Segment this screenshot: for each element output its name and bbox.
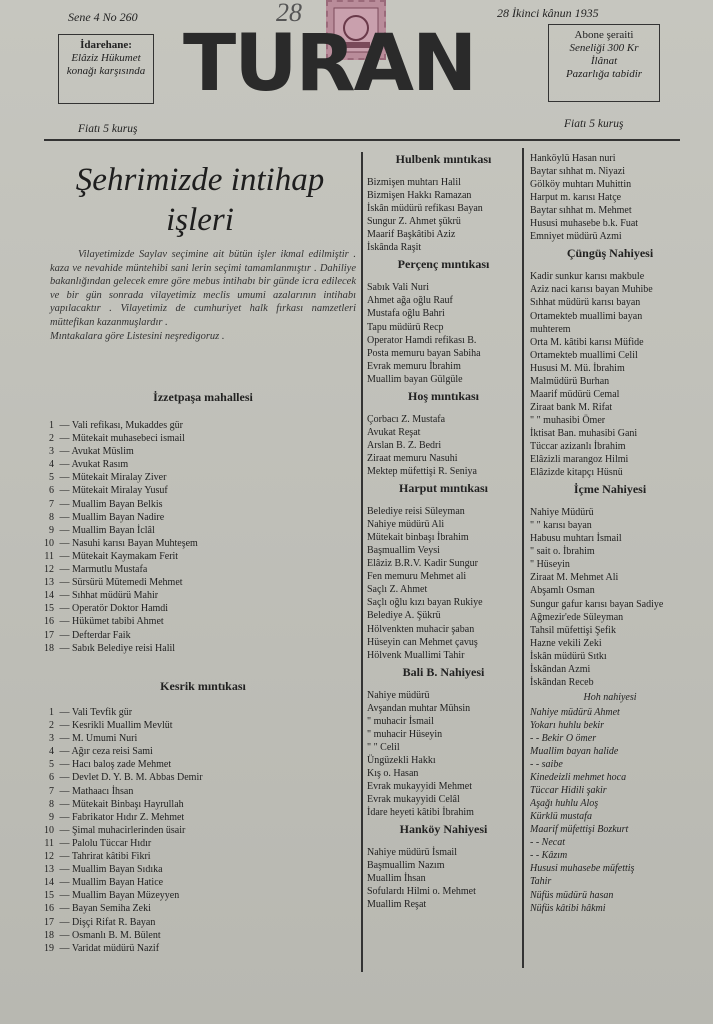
list-item: Başmuallim Veysi (367, 545, 440, 557)
hulbenk-list (367, 176, 520, 254)
item-text: Varidat müdürü Nazif (71, 942, 160, 954)
hos-list (367, 413, 520, 478)
headline (46, 160, 354, 240)
list-item: Hususi M. Mü. İbrahim (530, 362, 625, 374)
item-number: 5 (49, 472, 54, 484)
list-item: Tüccar azizanlı İbrahim (530, 440, 626, 452)
list-item: İskân müdürü refikası Bayan (367, 203, 483, 215)
section-hankoy: Hanköy Nahiyesi (399, 823, 488, 837)
column-divider (522, 148, 524, 968)
item-number: 14 (44, 877, 54, 889)
list-item: Hazne vekili Zeki (530, 637, 602, 649)
item-text: Sabık Belediye reisi Halil (72, 642, 176, 654)
list-item: 17 — Defterdar Faik (30, 629, 355, 642)
list-item: Ziraat memuru Nasuhi (367, 452, 458, 464)
list-item: Elâziz B.R.V. Kadir Sungur (367, 558, 478, 570)
item-text: Hükümet tabibi Ahmet (72, 616, 164, 628)
list-item: Aşağı huhlu Aloş (530, 798, 599, 810)
list-item: Ortamekteb muallimi Celil (530, 349, 638, 361)
list-item: 11 — Mütekait Kaymakam Ferit (30, 550, 355, 563)
harput-list (367, 505, 520, 662)
subscription-line: Pazarlığa tabidir (565, 68, 643, 80)
list-item: Kadir sunkur karısı makbule (530, 271, 645, 283)
item-number: 19 (44, 942, 54, 954)
item-number: 18 (44, 929, 54, 941)
list-item: 7 — Mathaacı İhsan (30, 785, 355, 798)
list-item: Üngüzekli Hakkı (367, 754, 436, 766)
item-number: 11 (44, 837, 54, 849)
cungus-list (530, 270, 690, 479)
issue-number: Sene 4 No 260 (68, 10, 138, 24)
intro-last-line: Mıntakalara göre Listesini neşredigoruz . (50, 330, 225, 342)
list-item: 11 — Palolu Tüccar Hıdır (30, 837, 355, 850)
list-item: 8 — Muallim Bayan Nadire (30, 511, 355, 524)
list-item: 5 — Hacı baloş zade Mehmet (30, 758, 355, 771)
item-text: Vali refikası, Mukaddes gür (71, 420, 183, 431)
item-text: Muallim Bayan Belkis (72, 498, 163, 510)
list-item: Nüfüs müdürü hasan (530, 889, 614, 901)
item-text: Devlet D. Y. B. M. Abbas Demir (72, 772, 203, 784)
list-item: Operator Hamdi refikası B. (367, 334, 477, 346)
list-item: Ziraat M. Mehmet Ali (530, 572, 619, 584)
list-item: 6 — Devlet D. Y. B. M. Abbas Demir (30, 771, 355, 784)
list-item: " sait o. İbrahim (530, 546, 595, 558)
list-item: Harput m. karısı Hatçe (530, 192, 622, 204)
item-text: Muallim Bayan Nadire (72, 511, 165, 523)
item-number: 10 (44, 824, 54, 836)
item-number: 4 (49, 746, 54, 758)
hankoy-list (367, 846, 520, 911)
newspaper-title: TURAN (183, 19, 476, 109)
list-item: Belediye reisi Süleyman (367, 506, 465, 518)
item-text: Tahrirat kâtibi Fikri (71, 851, 151, 863)
item-number: 17 (44, 629, 54, 641)
issue-date: 28 İkinci kânun 1935 (497, 6, 599, 20)
list-item: Ağmezir'ede Süleyman (530, 611, 624, 623)
list-item: " " muhasibi Ömer (530, 414, 606, 426)
item-number: 12 (44, 851, 54, 863)
list-item: 10 — Nasuhi karısı Bayan Muhteşem (30, 537, 355, 550)
list-item: Sofulardı Hilmi o. Mehmet (367, 886, 476, 898)
item-number: 2 (49, 720, 54, 732)
list-item: Nahiye müdürü Ali (367, 519, 445, 531)
list-item: Nüfüs kâtibi hâkmi (530, 902, 606, 914)
subscription-line: İlânat (590, 55, 618, 67)
list-item: Aziz naci karısı bayan Muhibe (530, 284, 653, 296)
list-item: - - Necat (530, 837, 565, 849)
list-item: 4 — Avukat Rasım (30, 458, 355, 471)
price-right: Fiatı 5 kuruş (564, 118, 624, 130)
list-item: Orta M. kâtibi karısı Müfide (530, 336, 644, 348)
list-item: 15 — Muallim Bayan Müzeyyen (30, 889, 355, 902)
list-item: Avukat Reşat (367, 426, 421, 438)
list-item: Başmuallim Nazım (367, 860, 445, 872)
list-item: Nahiye müdürü (367, 689, 430, 701)
list-item: Sabık Vali Nuri (367, 282, 430, 294)
list-item: Hölvenk Muallimi Tahir (367, 649, 465, 661)
item-number: 13 (44, 864, 54, 876)
section-izzetpasa: İzzetpaşa mahallesi (153, 390, 253, 404)
item-number: 12 (44, 564, 54, 576)
subscription-line: Seneliği 300 Kr (569, 42, 639, 54)
section-harput: Harput mıntıkası (398, 482, 488, 496)
list-item: Muallim bayan Gülgüle (367, 373, 463, 385)
list-item: Avşandan muhtar Mühsin (367, 702, 471, 714)
izzetpasa-list (30, 419, 355, 655)
hoh-list (530, 706, 690, 915)
item-number: 15 (44, 890, 54, 902)
list-item: 9 — Fabrikator Hıdır Z. Mehmet (30, 811, 355, 824)
item-text: Vali Tevfik gür (71, 707, 133, 718)
item-text: Mathaacı İhsan (72, 785, 134, 797)
list-item: Baytar sıhhat m. Niyazi (530, 166, 625, 178)
list-item: Nahiye müdürü Ahmet (530, 706, 620, 718)
list-item: Yokarı huhlu bekir (530, 719, 605, 731)
list-item: Muallim bayan halide (530, 746, 619, 758)
bali-list (367, 689, 520, 819)
list-item: 10 — Şimal muhacirlerinden üsair (30, 824, 355, 837)
item-text: Operatör Doktor Hamdi (72, 603, 169, 615)
list-item: 12 — Marmutlu Mustafa (30, 563, 355, 576)
list-item: 6 — Mütekait Miralay Yusuf (30, 484, 355, 497)
list-item: Çorbacı Z. Mustafa (367, 413, 446, 425)
list-item: Ahmet ağa oğlu Rauf (367, 295, 453, 307)
list-item: Kürklü mustafa (530, 811, 592, 823)
item-number: 18 (44, 642, 54, 654)
list-item: Gölköy muhtarı Muhittin (530, 179, 632, 191)
item-text: Şimal muhacirlerinden üsair (72, 824, 186, 836)
column-2 (367, 153, 520, 911)
item-text: Avukat Müslim (71, 446, 134, 458)
section-hoh: Hoh nahiyesi (583, 691, 637, 703)
list-item: 9 — Muallim Bayan İclâl (30, 524, 355, 537)
list-item: Saçlı Z. Ahmet (367, 584, 428, 596)
list-item: 13 — Muallim Bayan Sıdıka (30, 863, 355, 876)
header-rule (44, 139, 680, 141)
list-item: 8 — Mütekait Binbaşı Hayrullah (30, 798, 355, 811)
icme-list (530, 506, 690, 689)
list-item: Hususi muhasebe müfettiş (530, 863, 635, 875)
price-left: Fiatı 5 kuruş (78, 123, 138, 135)
list-item: " muhacir Hüseyin (367, 728, 443, 740)
list-item: 16 — Bayan Semiha Zeki (30, 902, 355, 915)
list-item: Mektep müfettişi R. Seniya (367, 465, 477, 477)
item-number: 7 (49, 498, 54, 510)
list-item: Sıhhat müdürü karısı bayan (530, 297, 641, 309)
list-item: Hususi muhasebe b.k. Fuat (530, 218, 639, 230)
list-item: 12 — Tahrirat kâtibi Fikri (30, 850, 355, 863)
headline-line-1: Şehrimizde intihap (75, 162, 325, 198)
list-item: İskân müdürü Sıtkı (530, 650, 607, 662)
list-item: Ortamekteb muallimi bayan (530, 310, 643, 322)
item-text: Avukat Rasım (71, 459, 129, 471)
list-item: " " karısı bayan (530, 520, 592, 532)
item-text: Mütekait Miralay Ziver (72, 472, 167, 484)
list-item: Bizmişen muhtarı Halil (367, 177, 461, 189)
list-item: 7 — Muallim Bayan Belkis (30, 498, 355, 511)
list-item: - - Bekir O ömer (530, 732, 597, 744)
list-item: Fen memuru Mehmet ali (367, 571, 467, 583)
list-item: 14 — Sıhhat müdürü Mahir (30, 589, 355, 602)
list-item: Mustafa oğlu Bahri (367, 308, 445, 320)
list-item: Evrak memuru İbrahim (367, 360, 461, 372)
item-number: 5 (49, 759, 54, 771)
list-item: Tüccar Hidili şakir (530, 785, 607, 797)
item-text: Mütekait Kaymakam Ferit (72, 550, 179, 562)
item-number: 1 (49, 707, 54, 718)
item-text: Osmanlı B. M. Bülent (72, 929, 161, 941)
item-text: Muallim Bayan Sıdıka (72, 864, 163, 876)
item-number: 2 (49, 433, 54, 445)
section-hos: Hoş mıntıkası (407, 389, 479, 403)
section-bali: Bali B. Nahiyesi (402, 665, 485, 679)
list-item: İktisat Ban. muhasibi Gani (530, 427, 638, 439)
list-item: 18 — Sabık Belediye reisi Halil (30, 642, 355, 655)
list-item: - - Kâzım (530, 850, 568, 862)
admin-line: konağı karşısında (66, 65, 146, 77)
list-item: İdare heyeti kâtibi İbrahim (367, 807, 474, 819)
item-number: 9 (49, 524, 54, 536)
item-number: 8 (49, 798, 54, 810)
list-item: Sungur gafur karısı bayan Sadiye (530, 598, 664, 610)
item-number: 15 (44, 603, 54, 615)
item-text: Mütekait Binbaşı Hayrullah (72, 798, 184, 810)
list-item: Evrak mukayyidi Mehmet (367, 781, 472, 793)
item-number: 10 (44, 537, 54, 549)
item-text: Sıhhat müdürü Mahir (72, 590, 159, 602)
administration-box (58, 34, 154, 104)
headline-line-2: işleri (166, 202, 234, 238)
list-item: 13 — Sürsürü Mütemedi Mehmet (30, 576, 355, 589)
list-item: 1 — Vali Tevfik gür (30, 706, 355, 719)
column-3 (530, 152, 690, 915)
list-item: Nahiye müdürü İsmail (367, 847, 457, 859)
list-item: 3 — M. Umumi Nuri (30, 732, 355, 745)
list-item: İskândan Receb (530, 676, 594, 688)
item-number: 4 (49, 459, 54, 471)
list-item: Saçlı oğlu kızı bayan Rukiye (367, 597, 483, 609)
list-item: Posta memuru bayan Sabiha (367, 347, 481, 359)
misc-list (530, 152, 690, 243)
list-item: 17 — Dişçi Rifat R. Bayan (30, 916, 355, 929)
list-item: 16 — Hükümet tabibi Ahmet (30, 615, 355, 628)
section-hulbenk: Hulbenk mıntıkası (395, 153, 492, 166)
section-cungus: Çüngüş Nahiyesi (566, 247, 654, 261)
admin-heading: İdarehane: (80, 39, 132, 51)
item-text: Nasuhi karısı Bayan Muhteşem (72, 537, 198, 549)
list-item: Tapu müdürü Recp (367, 321, 444, 333)
list-item: İskândan Azmi (530, 663, 591, 675)
item-text: Dişçi Rifat R. Bayan (72, 916, 156, 928)
list-item: Abşamlı Osman (530, 585, 595, 597)
item-number: 11 (44, 550, 54, 562)
list-item: 5 — Mütekait Miralay Ziver (30, 471, 355, 484)
item-number: 14 (44, 590, 54, 602)
list-item: Hanköylü Hasan nuri (530, 153, 616, 164)
item-number: 3 (49, 446, 54, 458)
list-item: Hüseyin can Mehmet çavuş (367, 636, 478, 648)
list-item: Tahsil müfettişi Şefik (530, 624, 616, 636)
item-text: Sürsürü Mütemedi Mehmet (72, 577, 183, 589)
list-item: 15 — Operatör Doktor Hamdi (30, 602, 355, 615)
list-item: Habusu muhtarı İsmail (530, 533, 622, 545)
list-item: Arslan B. Z. Bedri (367, 439, 442, 451)
list-item: " " Celil (367, 741, 400, 753)
list-item: 19 — Varidat müdürü Nazif (30, 942, 355, 955)
subscription-heading: Abone şeraiti (574, 29, 634, 41)
list-item: 1 — Vali refikası, Mukaddes gür (30, 419, 355, 432)
item-text: Bayan Semiha Zeki (72, 903, 151, 915)
list-item: Tahir (530, 876, 552, 888)
item-text: Fabrikator Hıdır Z. Mehmet (72, 811, 185, 823)
item-number: 17 (44, 916, 54, 928)
list-item: Bizmişen Hakkı Ramazan (367, 190, 472, 202)
percenc-list (367, 281, 520, 385)
section-kesrik: Kesrik mıntıkası (160, 679, 246, 693)
item-text: Mütekait Miralay Yusuf (72, 485, 168, 497)
item-text: Muallim Bayan İclâl (72, 524, 155, 536)
column-divider (361, 152, 363, 972)
item-number: 1 (49, 420, 54, 431)
item-text: Kesrikli Muallim Mevlüt (72, 720, 173, 732)
item-number: 13 (44, 577, 54, 589)
subscription-box (548, 24, 660, 102)
section-percenc: Perçenç mıntıkası (397, 258, 490, 272)
item-text: Muallim Bayan Müzeyyen (72, 890, 180, 902)
list-item: İskânda Raşit (367, 242, 422, 254)
item-number: 6 (49, 485, 54, 497)
list-item: Maarif Başkâtibi Aziz (367, 229, 456, 241)
list-item: 18 — Osmanlı B. M. Bülent (30, 929, 355, 942)
item-text: Defterdar Faik (72, 629, 131, 641)
item-number: 6 (49, 772, 54, 784)
item-text: Mütekait muhasebeci ismail (72, 433, 185, 445)
list-item: Mütekait binbaşı İbrahim (367, 532, 469, 544)
section-icme: İçme Nahiyesi (573, 483, 647, 497)
list-item: Elâzizde kitapçı Hüsnü (530, 467, 623, 479)
kesrik-list (30, 706, 355, 955)
item-text: Hacı baloş zade Mehmet (72, 759, 172, 771)
list-item: Nahiye Müdürü (530, 507, 594, 519)
list-item: muhterem (530, 323, 571, 335)
item-number: 9 (49, 811, 54, 823)
list-item: Elâzizli marangoz Hilmi (530, 454, 629, 466)
list-item: " muhacir İsmail (367, 715, 434, 727)
item-number: 16 (44, 616, 54, 628)
list-item: 4 — Ağır ceza reisi Sami (30, 745, 355, 758)
list-item: Hölvenkten muhacir şaban (367, 623, 475, 635)
list-item: 3 — Avukat Müslim (30, 445, 355, 458)
list-item: 14 — Muallim Bayan Hatice (30, 876, 355, 889)
list-item: - - saibe (530, 759, 563, 771)
list-item: Maarif müfettişi Bozkurt (530, 824, 629, 836)
admin-line: Elâziz Hükumet (71, 52, 141, 64)
list-item: Malmüdürü Burhan (530, 375, 610, 387)
list-item: 2 — Mütekait muhasebeci ismail (30, 432, 355, 445)
list-item: Kinedeizli mehmet hoca (530, 772, 627, 784)
list-item: Belediye A. Şükrü (367, 610, 441, 622)
item-text: Muallim Bayan Hatice (72, 877, 164, 889)
list-item: Emniyet müdürü Azmi (530, 231, 622, 243)
list-item: Maarif müdürü Cemal (530, 388, 620, 400)
item-number: 3 (49, 733, 54, 745)
list-item: 2 — Kesrikli Muallim Mevlüt (30, 719, 355, 732)
item-text: Ağır ceza reisi Sami (71, 746, 153, 758)
handwritten-number: 28 (276, 0, 302, 27)
list-item: " Hüseyin (530, 559, 570, 571)
list-item: Baytar sıhhat m. Mehmet (530, 205, 632, 217)
list-item: Sungur Z. Ahmet şükrü (367, 216, 461, 228)
list-item: Ziraat bank M. Rifat (530, 401, 613, 413)
list-item: Kış o. Hasan (367, 767, 419, 779)
item-text: Palolu Tüccar Hıdır (72, 837, 152, 849)
item-number: 7 (49, 785, 54, 797)
item-text: Marmutlu Mustafa (72, 564, 148, 576)
item-number: 8 (49, 511, 54, 523)
list-item: Evrak mukayyidi Celâl (367, 794, 460, 806)
item-number: 16 (44, 903, 54, 915)
article-intro (50, 248, 356, 343)
list-item: Muallim İhsan (367, 873, 426, 885)
intro-text: Vilayetimizde Saylav seçimine ait bütün işler ikmal edilmiştir . kaza ve nevahide müntehibi sani lerin seçimi tamamlanmıştır . Dahiliye bakanlığından gelecek emre göre mebus intihabı bir günde icra edilecek ve bir gün sonrada vilayetimiz meclis umumi azalarının intihabı yapılacaktır . Vilayetimiz de cumhuriyet halk fırkası namzetleri müttefikan kazanmuşlardır . (50, 249, 356, 328)
list-item: Muallim Reşat (367, 899, 427, 911)
item-text: M. Umumi Nuri (72, 733, 138, 745)
